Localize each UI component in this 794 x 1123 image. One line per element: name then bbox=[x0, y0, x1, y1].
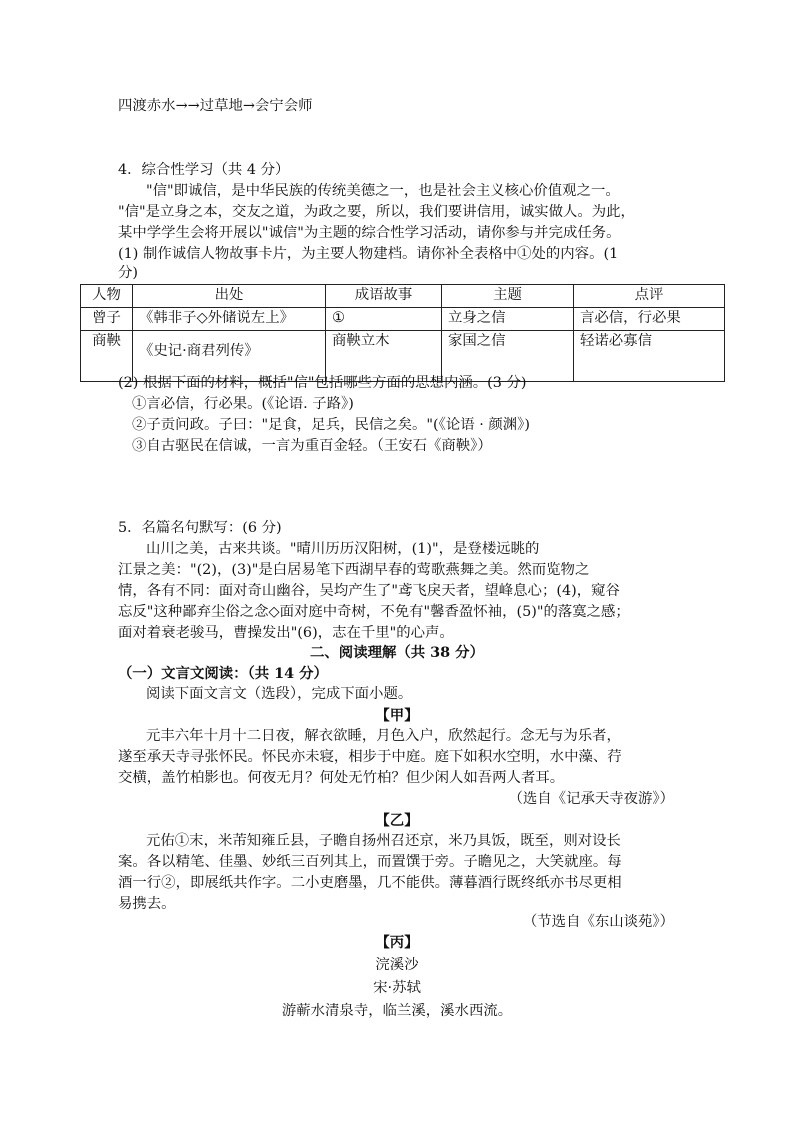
table-cell: 《史记·商君列传》 bbox=[133, 331, 326, 382]
q4-intro-line: "信"即诚信，是中华民族的传统美德之一，也是社会主义核心价值观之一。 bbox=[146, 183, 620, 199]
table-cell: 立身之信 bbox=[442, 308, 574, 331]
part-heading: （一）文言文阅读：（共 14 分） bbox=[118, 665, 328, 682]
q5-line: 山川之美，古来共谈。"晴川历历汉阳树，(1)"，是登楼远眺的 bbox=[146, 541, 540, 557]
route-line: 四渡赤水→→过草地→会宁会师 bbox=[118, 98, 313, 114]
passage-label-yi: 【乙】 bbox=[375, 812, 419, 829]
passage-source: （节选自《东山谈苑》） bbox=[522, 914, 674, 930]
passage-line: 元佑①末，米芾知雍丘县，子瞻自扬州召还京，米乃具饭，既至，则对设长 bbox=[146, 833, 621, 849]
integrity-card-table bbox=[80, 284, 725, 382]
q4-intro-line: 某中学学生会将开展以"诚信"为主题的综合性学习活动，请你参与并完成任务。 bbox=[118, 225, 621, 241]
passage-line: 元丰六年十月十二日夜，解衣欲睡，月色入户，欣然起行。念无与为乐者， bbox=[146, 728, 621, 744]
table-cell: 家国之信 bbox=[442, 331, 574, 382]
q4-heading: 4．综合性学习（共 4 分） bbox=[118, 162, 290, 178]
table-header: 主题 bbox=[442, 285, 574, 308]
q5-heading: 5．名篇名句默写：(6 分) bbox=[118, 520, 282, 536]
q5-line: 情，各有不同：面对奇山幽谷，吴均产生了"鸢飞戾天者，望峰息心；(4)，窥谷 bbox=[118, 583, 620, 599]
passage-source: （选自《记承天寺夜游》） bbox=[508, 791, 674, 807]
q5-line: 江景之美："(2)，(3)"是白居易笔下西湖早春的莺歌燕舞之美。然而览物之 bbox=[118, 562, 590, 578]
table-cell: 《韩非子◇外储说左上》 bbox=[133, 308, 326, 331]
q4-intro-line: "信"是立身之本，交友之道，为政之要，所以，我们要讲信用，诚实做人。为此， bbox=[118, 204, 635, 220]
passage-line: 遂至承天寺寻张怀民。怀民亦未寝，相步于中庭。庭下如积水空明，水中藻、荇 bbox=[118, 749, 622, 765]
passage-line: 案。各以精笔、佳墨、妙纸三百列其上，而置馔于旁。子瞻见之，大笑就座。每 bbox=[118, 854, 622, 870]
passage-line: 交横，盖竹柏影也。何夜无月？何处无竹柏？但少闲人如吾两人者耳。 bbox=[118, 770, 565, 786]
q5-line: 忘反"这种鄙弃尘俗之念◇面对庭中奇树，不免有"馨香盈怀袖，(5)"的落寞之感； bbox=[118, 604, 630, 620]
table-cell: 轻诺必寡信 bbox=[574, 331, 725, 382]
material-item: ②子贡问政。子曰："足食，足兵，民信之矣。"(《论语 · 颜渊》) bbox=[132, 417, 530, 433]
passage-line: 酒一行②，即展纸共作字。二小吏磨墨，几不能供。薄暮酒行既终纸亦书尽更相 bbox=[118, 875, 622, 891]
section-heading: 二、阅读理解（共 38 分） bbox=[310, 644, 484, 661]
table-cell-blank: ① bbox=[326, 308, 442, 331]
passage-label-bing: 【丙】 bbox=[375, 934, 419, 951]
table-cell: 商鞅立木 bbox=[326, 331, 442, 382]
table-header: 出处 bbox=[133, 285, 326, 308]
q5-line: 面对着衰老骏马，曹操发出"(6)，志在千里"的心声。 bbox=[118, 625, 454, 641]
table-row bbox=[81, 308, 725, 331]
passage-label-jia: 【甲】 bbox=[375, 707, 419, 724]
table-header-row bbox=[81, 285, 725, 308]
table-cell: 曾子 bbox=[81, 308, 133, 331]
q4-sub2: (2) 根据下面的材料，概括"信"包括哪些方面的思想内涵。(3 分) bbox=[118, 375, 527, 391]
material-item: ①言必信，行必果。(《论语. 子路》) bbox=[132, 396, 354, 412]
passage-line: 易携去。 bbox=[118, 896, 176, 912]
q4-sub1-cont: 分) bbox=[118, 265, 139, 281]
poem-author: 宋·苏轼 bbox=[373, 980, 421, 996]
table-cell: 商鞅 bbox=[81, 331, 133, 382]
table-header: 点评 bbox=[574, 285, 725, 308]
material-item: ③自古驱民在信诚，一言为重百金轻。（王安石《商鞅》） bbox=[132, 438, 492, 454]
table-header: 成语故事 bbox=[326, 285, 442, 308]
poem-title: 浣溪沙 bbox=[375, 957, 419, 973]
q4-sub1: (1) 制作诚信人物故事卡片，为主要人物建档。请你补全表格中①处的内容。(1 bbox=[118, 246, 619, 262]
instruction-text: 阅读下面文言文（选段），完成下面小题。 bbox=[146, 686, 413, 702]
table-cell: 言必信，行必果 bbox=[574, 308, 725, 331]
table-header: 人物 bbox=[81, 285, 133, 308]
poem-line: 游蕲水清泉寺，临兰溪，溪水西流。 bbox=[281, 1003, 513, 1019]
